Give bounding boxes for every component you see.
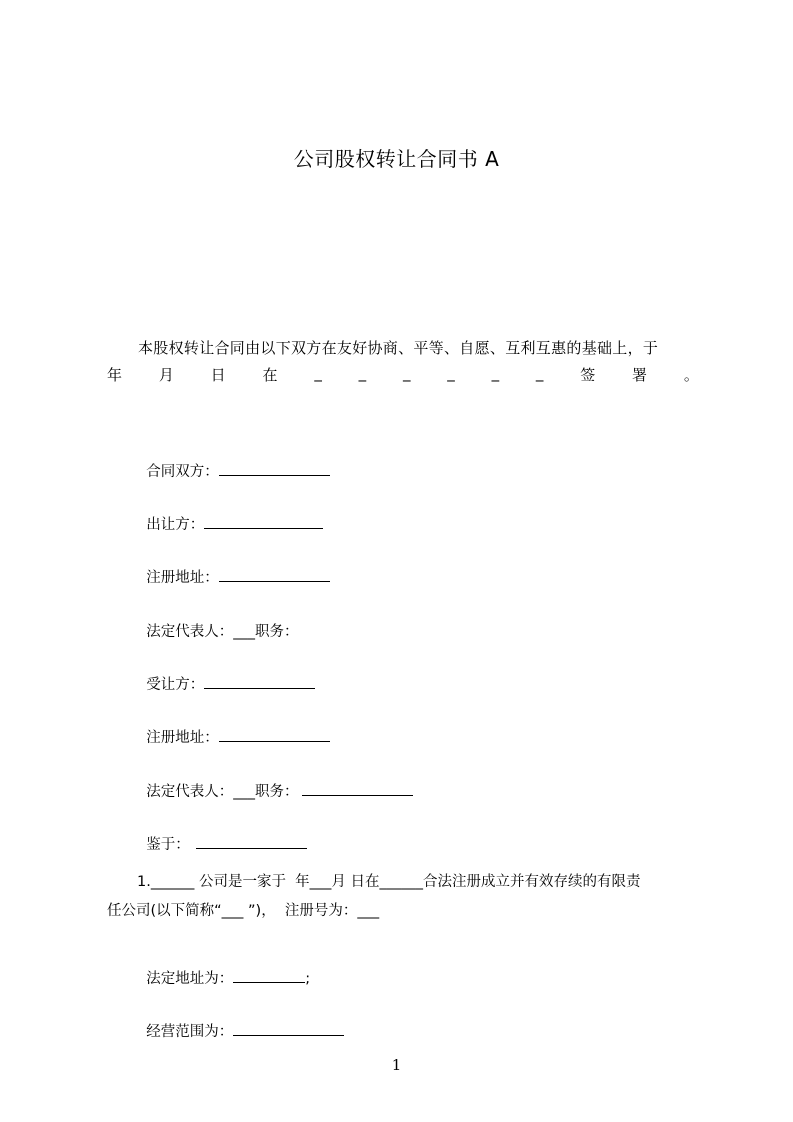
field-label: 法定地址为： (146, 971, 234, 987)
field-label: 经营范围为： (146, 1024, 234, 1040)
intro-token: 署 (632, 366, 648, 384)
field-suffix: ; (305, 971, 311, 987)
intro-token: 。 (683, 366, 699, 384)
intro-token: _ (491, 364, 500, 382)
intro-token: 在 (262, 366, 278, 384)
field-label: 出让方： (146, 517, 205, 533)
intro-line-2 (107, 364, 699, 385)
field-legal-rep-1 (137, 604, 298, 641)
blank-line (233, 1021, 344, 1036)
document-title: 公司股权转让合同书 A (293, 147, 500, 171)
field-label: 法定代表人：___职务： (146, 624, 299, 640)
field-label: 合同双方： (146, 464, 219, 480)
blank-line (204, 674, 315, 689)
intro-token: _ (447, 364, 455, 382)
intro-token: 签 (580, 366, 596, 384)
field-label: 鉴于： (146, 837, 190, 853)
field-label: 法定代表人：___职务： (146, 784, 299, 800)
field-transferee (137, 657, 315, 694)
intro-token: _ (314, 364, 322, 382)
field-legal-rep-2 (137, 764, 413, 801)
field-transferor (137, 497, 323, 534)
blank-line (219, 727, 330, 742)
field-registered-address-1 (137, 550, 330, 587)
page-number: 1 (391, 1056, 402, 1074)
blank-line (219, 461, 330, 476)
intro-token: _ (535, 364, 544, 382)
field-registered-address-2 (137, 710, 330, 747)
clause-1-line-2: 任公司(以下简称“___ ”)， 注册号为：___ (107, 903, 380, 919)
field-business-scope (137, 1004, 344, 1041)
field-contract-parties (137, 444, 330, 481)
intro-token: 月 (158, 366, 174, 384)
field-label: 注册地址： (146, 570, 219, 586)
field-label: 受让方： (146, 677, 205, 693)
blank-line (204, 514, 323, 529)
intro-token: _ (358, 364, 367, 382)
field-legal-address (137, 951, 310, 988)
field-whereas (137, 817, 307, 854)
intro-token: 日 (210, 366, 226, 384)
intro-token: 年 (107, 366, 123, 384)
blank-line (302, 781, 413, 796)
blank-line (233, 968, 305, 983)
blank-line (219, 567, 330, 582)
blank-line (196, 834, 307, 849)
clause-1-line-1: 1.______ 公司是一家于 年___月 日在______合法注册成立并有效存续的有限责 (137, 874, 641, 890)
intro-token: _ (402, 364, 411, 382)
intro-line-1: 本股权转让合同由以下双方在友好协商、平等、自愿、互利互惠的基础上，于 (138, 339, 659, 357)
field-label: 注册地址： (146, 730, 219, 746)
